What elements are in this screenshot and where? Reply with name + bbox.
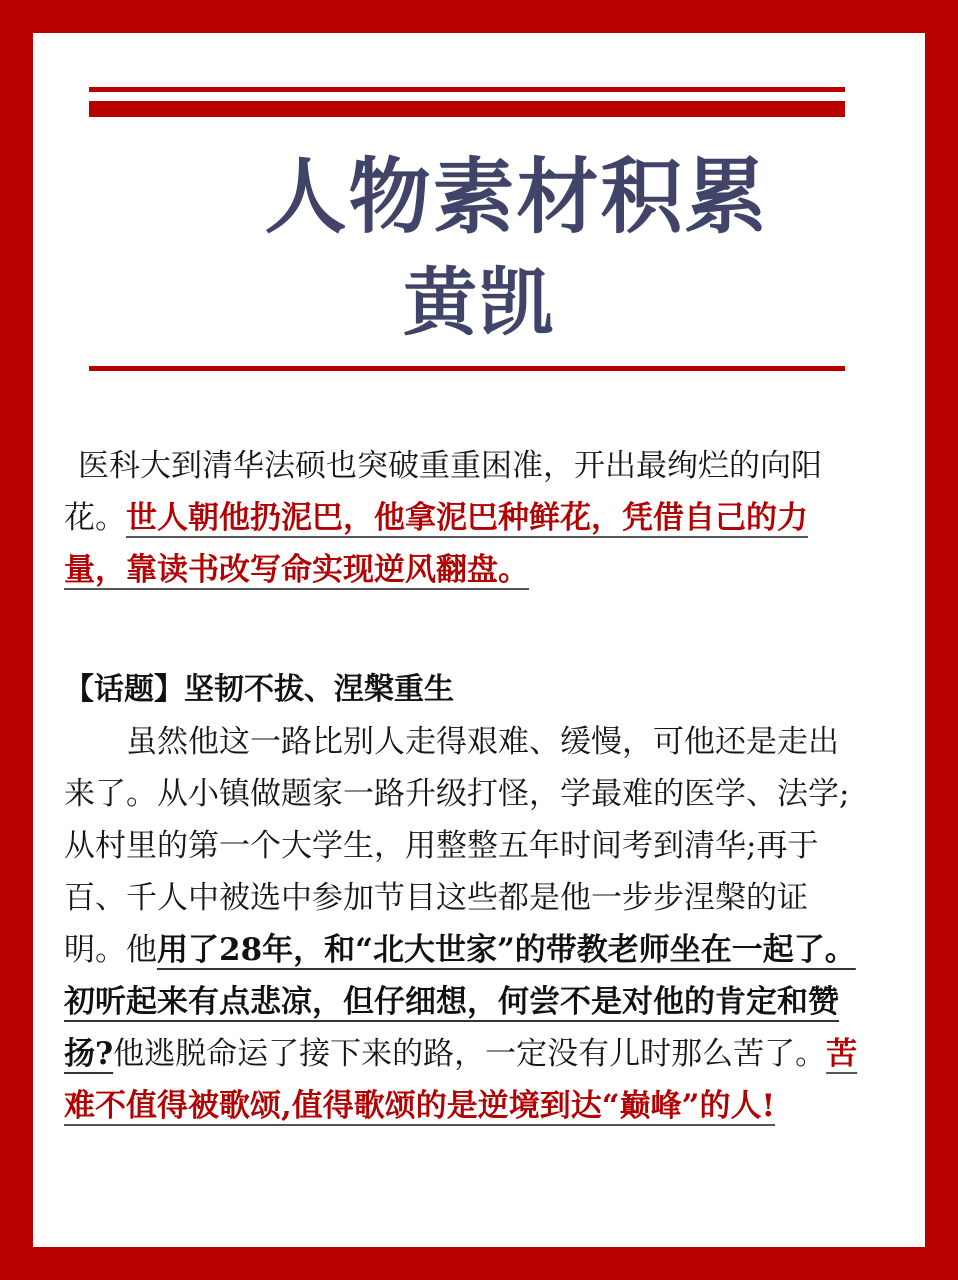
body-paragraph	[64, 716, 864, 1132]
body-text-2: 他逃脱命运了接下来的路，一定没有儿时那么苦了。	[113, 1036, 827, 1072]
topic-heading	[64, 664, 454, 716]
top-thick-divider	[89, 101, 845, 117]
topic-value: 坚韧不拔、涅槃重生	[184, 672, 454, 707]
intro-text: 医科大到清华法硕也突破重重困准，开出最绚烂的向阳花。	[64, 448, 822, 536]
body-text-1: 虽然他这一路比别人走得艰难、缓慢，可他还是走出来了。从小镇做题家一路升级打怪，学最难的医学、法学;从村里的第一个大学生，用整整五年时间考到清华;再于百、千人中被选中参加节目这些都是他一步步涅槃的证明。他	[64, 724, 850, 968]
bottom-divider	[89, 366, 845, 371]
page-title: 人物素材积累	[264, 150, 769, 245]
top-thin-divider	[89, 87, 845, 92]
intro-paragraph	[64, 440, 864, 596]
person-name: 黄凯	[403, 260, 555, 346]
topic-label: 【话题】	[64, 672, 184, 707]
intro-highlight: 世人朝他扔泥巴，他拿泥巴种鲜花，凭借自己的力量，靠读书改写命实现逆风翻盘。	[64, 500, 808, 588]
body-conclusion: 苦难不值得被歌颂,值得歌颂的是逆境到达“巅峰”的人!	[64, 1036, 858, 1124]
body-emphasis: 用了28年，和“北大世家”的带教老师坐在一起了。初听起来有点悲凉，但仔细想，何尝不是对他的肯定和赞扬?	[64, 932, 856, 1072]
